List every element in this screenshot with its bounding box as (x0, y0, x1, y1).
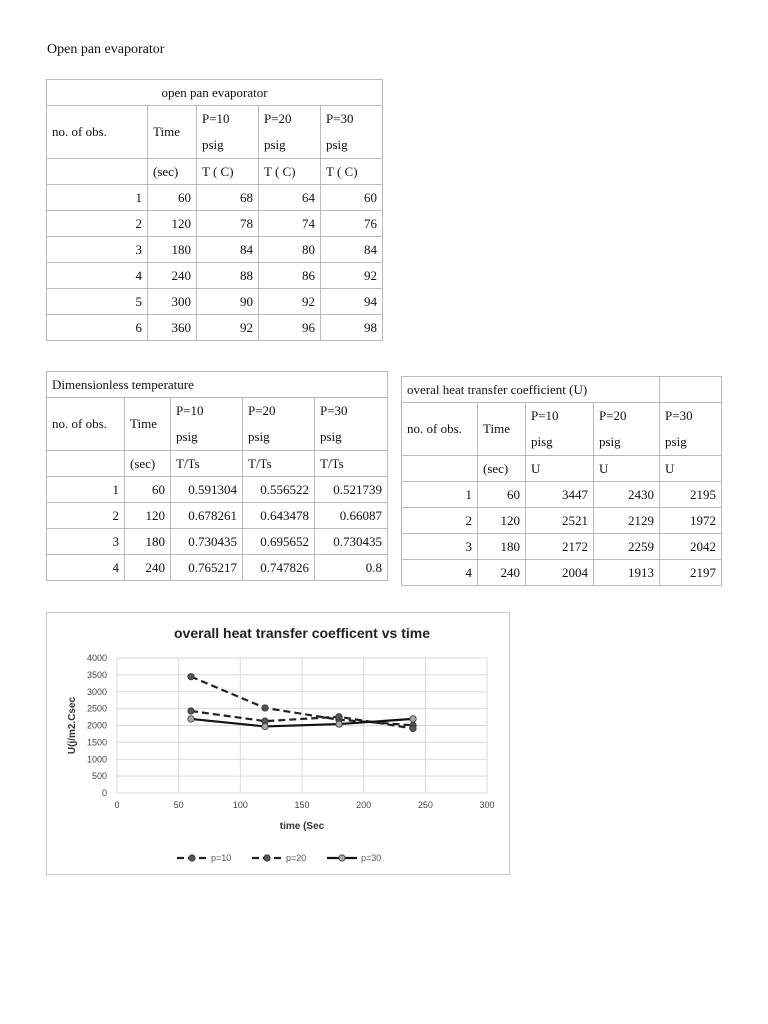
p20-value-cell: 96 (259, 315, 321, 341)
unit-obs-cell (47, 159, 148, 185)
x-tick-label: 150 (294, 800, 310, 810)
legend-marker-p=20 (264, 855, 270, 861)
p10-value-cell: 84 (197, 237, 259, 263)
data-point-p=30 (336, 721, 342, 727)
p10-value-cell: 0.765217 (171, 555, 243, 581)
p10-value-cell: 68 (197, 185, 259, 211)
p20-value-cell: 74 (259, 211, 321, 237)
p10-value-cell: 2521 (526, 508, 594, 534)
legend-marker-p=10 (189, 855, 195, 861)
heat-transfer-chart (46, 612, 510, 875)
p10-value-cell: 88 (197, 263, 259, 289)
p30-value-cell: 60 (321, 185, 383, 211)
col-time-header: Time (148, 106, 197, 159)
data-point-p=30 (262, 723, 268, 729)
legend-marker-p=30 (339, 855, 345, 861)
p30-value-cell: 2195 (660, 482, 722, 508)
unit-obs-cell (47, 451, 125, 477)
unit-time-cell: (sec) (478, 456, 526, 482)
p30-value-cell: 2042 (660, 534, 722, 560)
obs-number-cell: 4 (47, 263, 148, 289)
p20-value-cell: 86 (259, 263, 321, 289)
chart-canvas (47, 613, 511, 876)
time-cell: 120 (148, 211, 197, 237)
y-tick-label: 2000 (86, 720, 107, 731)
y-tick-label: 0 (101, 788, 107, 798)
open-pan-evaporator-table (46, 79, 383, 341)
table-row (402, 508, 722, 534)
p30-value-cell: 1972 (660, 508, 722, 534)
p30-value-cell: 98 (321, 315, 383, 341)
col-p30-header: P=30 psig (321, 106, 383, 159)
p10-value-cell: 2172 (526, 534, 594, 560)
table-row (47, 315, 383, 341)
p20-value-cell: 64 (259, 185, 321, 211)
p20-value-cell: 92 (259, 289, 321, 315)
y-tick-label: 3000 (86, 686, 107, 697)
y-tick-label: 2500 (86, 703, 107, 714)
obs-number-cell: 5 (47, 289, 148, 315)
y-axis-label: U(j/m2.Csec (67, 696, 78, 755)
p20-value-cell: 0.556522 (243, 477, 315, 503)
unit-p30-cell: T/Ts (315, 451, 388, 477)
p10-value-cell: 0.591304 (171, 477, 243, 503)
time-cell: 120 (478, 508, 526, 534)
y-tick-label: 1500 (86, 737, 107, 748)
p30-value-cell: 84 (321, 237, 383, 263)
p30-value-cell: 0.521739 (315, 477, 388, 503)
p30-value-cell: 76 (321, 211, 383, 237)
col-p20-header: P=20 psig (243, 398, 315, 451)
table-row (47, 289, 383, 315)
col-p10-header: P=10 psig (197, 106, 259, 159)
p10-value-cell: 90 (197, 289, 259, 315)
p30-value-cell: 2197 (660, 560, 722, 586)
p30-value-cell: 92 (321, 263, 383, 289)
unit-time-cell: (sec) (125, 451, 171, 477)
x-tick-label: 250 (417, 800, 433, 810)
unit-p20-cell: U (594, 456, 660, 482)
time-cell: 180 (478, 534, 526, 560)
x-tick-label: 0 (114, 800, 120, 810)
table-title: Dimensionless temperature (47, 372, 388, 398)
table-row (47, 263, 383, 289)
p30-value-cell: 0.8 (315, 555, 388, 581)
obs-number-cell: 1 (402, 482, 478, 508)
unit-p30-cell: T ( C) (321, 159, 383, 185)
col-p30-header: P=30 psig (660, 403, 722, 456)
obs-number-cell: 3 (47, 529, 125, 555)
data-point-p=30 (188, 716, 194, 722)
x-axis-label: time (Sec (279, 821, 325, 832)
col-p20-header: P=20 psig (259, 106, 321, 159)
dimensionless-temperature-table (46, 371, 388, 581)
obs-number-cell: 2 (47, 503, 125, 529)
p20-value-cell: 1913 (594, 560, 660, 586)
legend-label-p=20: p=20 (286, 853, 307, 863)
y-tick-label: 1000 (86, 754, 107, 765)
page-heading: Open pan evaporator (47, 42, 165, 57)
p10-value-cell: 0.730435 (171, 529, 243, 555)
x-tick-label: 50 (173, 800, 184, 810)
obs-number-cell: 3 (402, 534, 478, 560)
obs-number-cell: 6 (47, 315, 148, 341)
time-cell: 300 (148, 289, 197, 315)
p30-value-cell: 0.730435 (315, 529, 388, 555)
obs-number-cell: 2 (47, 211, 148, 237)
p30-value-cell: 0.66087 (315, 503, 388, 529)
time-cell: 240 (125, 555, 171, 581)
time-cell: 360 (148, 315, 197, 341)
p20-value-cell: 2129 (594, 508, 660, 534)
y-tick-label: 500 (91, 771, 107, 782)
data-point-p=30 (410, 716, 416, 722)
obs-number-cell: 2 (402, 508, 478, 534)
p20-value-cell: 2259 (594, 534, 660, 560)
table-row (402, 534, 722, 560)
obs-number-cell: 4 (402, 560, 478, 586)
obs-number-cell: 1 (47, 477, 125, 503)
unit-p10-cell: T/Ts (171, 451, 243, 477)
table-row (402, 560, 722, 586)
table-row (47, 503, 388, 529)
unit-p30-cell: U (660, 456, 722, 482)
time-cell: 240 (148, 263, 197, 289)
x-tick-label: 100 (232, 800, 248, 810)
chart-title: overall heat transfer coefficent vs time (174, 625, 430, 641)
p20-value-cell: 80 (259, 237, 321, 263)
obs-number-cell: 1 (47, 185, 148, 211)
unit-p10-cell: T ( C) (197, 159, 259, 185)
table-title: open pan evaporator (47, 80, 383, 106)
heat-transfer-coefficient-table (401, 376, 722, 586)
y-tick-label: 3500 (86, 669, 107, 680)
table-row (47, 185, 383, 211)
p20-value-cell: 0.747826 (243, 555, 315, 581)
legend-label-p=10: p=10 (211, 853, 232, 863)
p10-value-cell: 2004 (526, 560, 594, 586)
col-time-header: Time (125, 398, 171, 451)
data-point-p=10 (262, 705, 268, 711)
table-row (47, 529, 388, 555)
y-tick-label: 4000 (86, 653, 107, 663)
p30-value-cell: 94 (321, 289, 383, 315)
table-row (47, 555, 388, 581)
time-cell: 180 (125, 529, 171, 555)
legend-label-p=30: p=30 (361, 853, 382, 863)
col-p20-header: P=20 psig (594, 403, 660, 456)
col-p10-header: P=10 psig (171, 398, 243, 451)
col-obs-header: no. of obs. (402, 403, 478, 456)
col-time-header: Time (478, 403, 526, 456)
table-row (402, 482, 722, 508)
x-tick-label: 300 (479, 800, 495, 810)
x-tick-label: 200 (356, 800, 372, 810)
time-cell: 240 (478, 560, 526, 586)
unit-p20-cell: T ( C) (259, 159, 321, 185)
p20-value-cell: 0.643478 (243, 503, 315, 529)
data-point-p=20 (410, 725, 416, 731)
time-cell: 60 (478, 482, 526, 508)
data-point-p=20 (188, 708, 194, 714)
col-p30-header: P=30 psig (315, 398, 388, 451)
p20-value-cell: 0.695652 (243, 529, 315, 555)
p10-value-cell: 78 (197, 211, 259, 237)
unit-p20-cell: T/Ts (243, 451, 315, 477)
table-row (47, 477, 388, 503)
data-point-p=10 (188, 673, 194, 679)
p10-value-cell: 92 (197, 315, 259, 341)
col-obs-header: no. of obs. (47, 106, 148, 159)
unit-obs-cell (402, 456, 478, 482)
table-row (47, 211, 383, 237)
obs-number-cell: 3 (47, 237, 148, 263)
p10-value-cell: 0.678261 (171, 503, 243, 529)
empty-cell (660, 377, 722, 403)
time-cell: 180 (148, 237, 197, 263)
time-cell: 60 (125, 477, 171, 503)
time-cell: 60 (148, 185, 197, 211)
p10-value-cell: 3447 (526, 482, 594, 508)
time-cell: 120 (125, 503, 171, 529)
col-obs-header: no. of obs. (47, 398, 125, 451)
unit-p10-cell: U (526, 456, 594, 482)
col-p10-header: P=10 pisg (526, 403, 594, 456)
unit-time-cell: (sec) (148, 159, 197, 185)
table-title: overal heat transfer coefficient (U) (402, 377, 660, 403)
obs-number-cell: 4 (47, 555, 125, 581)
data-point-p=20 (336, 714, 342, 720)
p20-value-cell: 2430 (594, 482, 660, 508)
table-row (47, 237, 383, 263)
